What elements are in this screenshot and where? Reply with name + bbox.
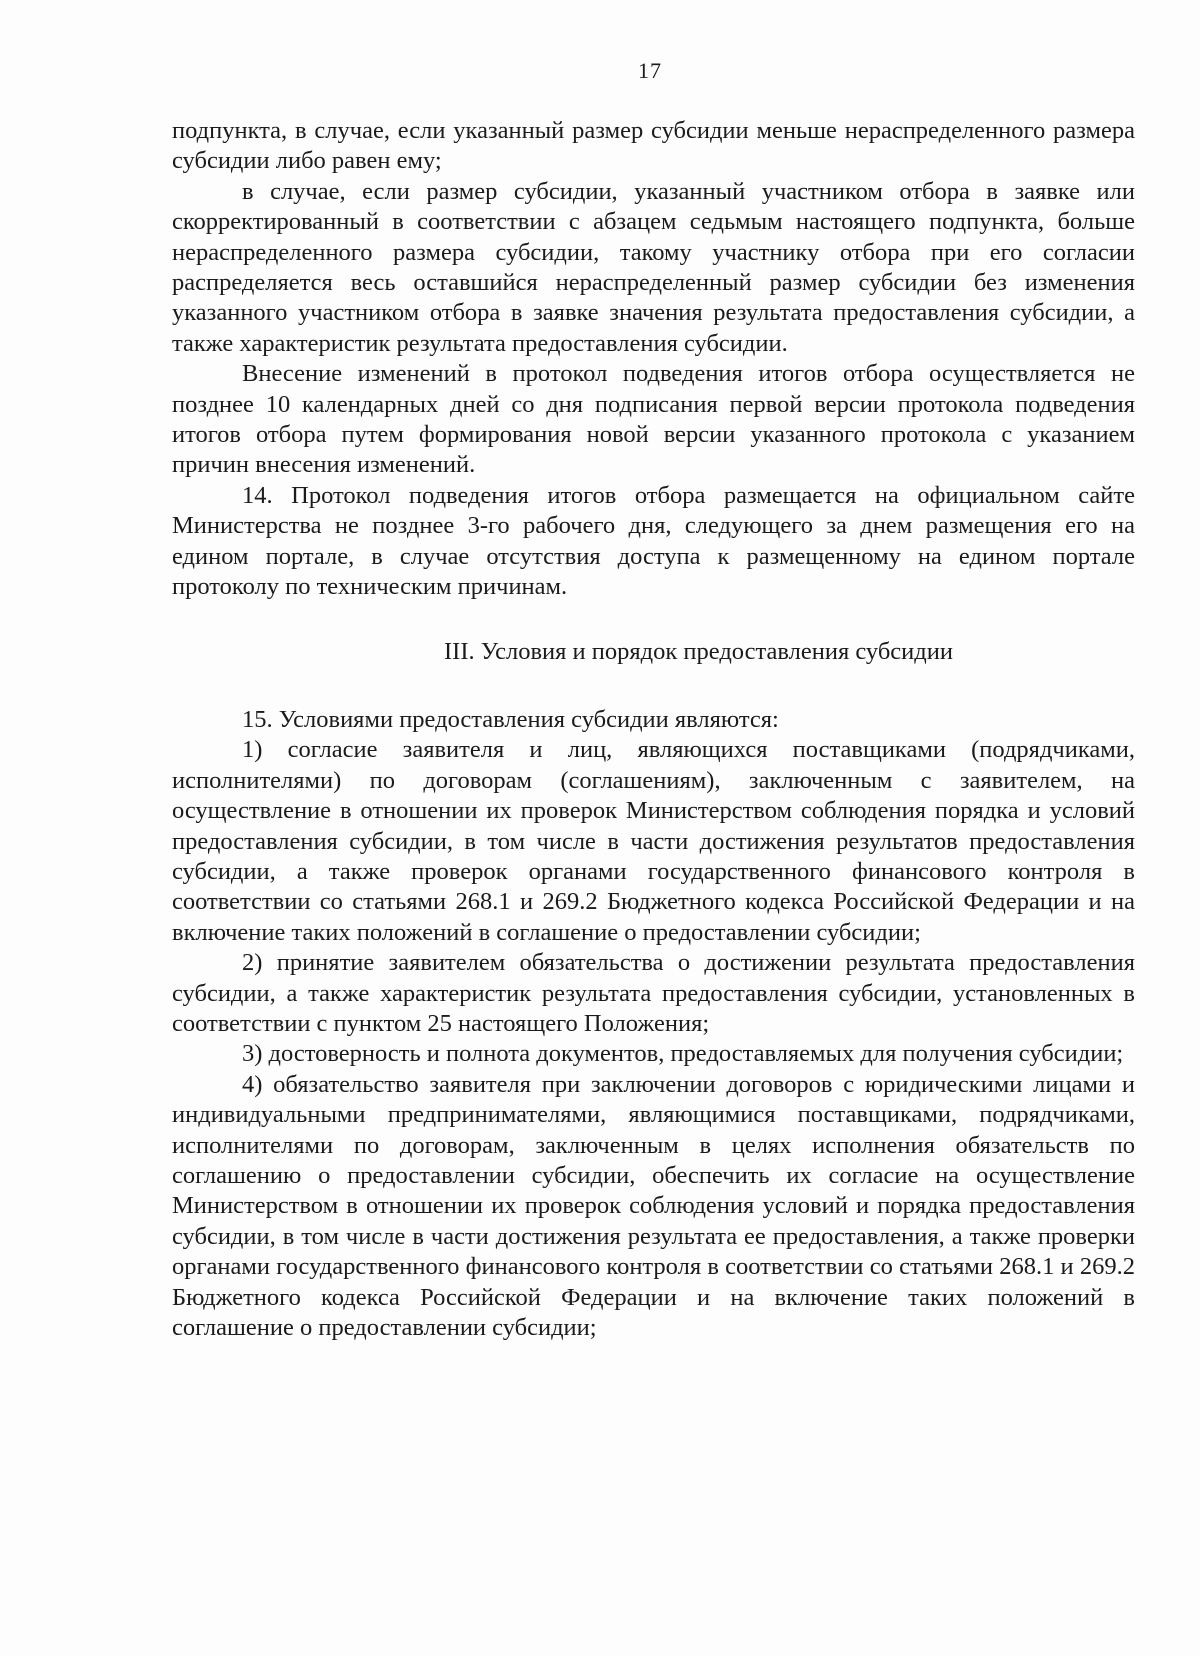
paragraph-protocol-changes: Внесение изменений в протокол подведения итогов отбора осуществляется не позднее 10 календарных дней со дня подписания первой версии протокола подведения итогов отбора путем формирования новой версии указанного протокола с указанием причин внесения изменений.: [172, 360, 1135, 479]
paragraph-item-14: 14. Протокол подведения итогов отбора размещается на официальном сайте Министерства не позднее 3-го рабочего дня, следующего за днем размещения его на едином портале, в случае отсутствия доступа к размещенному на едином портале протоколу по техническим причинам.: [172, 481, 1135, 601]
list-item-2: 2) принятие заявителем обязательства о достижении результата предоставления субсидии, а также характеристик результата предоставления субсидии, установленных в соответствии с пунктом 25 настоящего Положения;: [172, 949, 1135, 1037]
list-item-1: 1) согласие заявителя и лиц, являющихся поставщиками (подрядчиками, исполнителями) по договорам (соглашениям), заключенным с заявителем, на осуществление в отношении их проверок Министерством соблюдения порядка и условий предоставления субсидии, в том числе в части достижения результатов предоставления субсидии, а также проверок органами государственного финансового контроля в соответствии со статьями 268.1 и 269.2 Бюджетного кодекса Российской Федерации и на включение таких положений в соглашение о предоставлении субсидии;: [172, 736, 1135, 946]
paragraph-continuation: подпункта, в случае, если указанный размер субсидии меньше нераспределенного размера субсидии либо равен ему;: [172, 117, 1135, 175]
section-heading: III. Условия и порядок предоставления субсидии: [444, 637, 953, 665]
list-item-4: 4) обязательство заявителя при заключении договоров с юридическими лицами и индивидуальными предпринимателями, являющимися поставщиками, подрядчиками, исполнителями по договорам, заключенным в целях исполнения обязательств по соглашению о предоставлении субсидии, обеспечить их согласие на осуществление Министерством в отношении их проверок соблюдения условий и порядка предоставления субсидии, в том числе в части достижения результата ее предоставления, а также проверки органами государственного финансового контроля в соответствии со статьями 268.1 и 269.2 Бюджетного кодекса Российской Федерации и на включение таких положений в соглашение о предоставлении субсидии;: [172, 1070, 1135, 1342]
page-number: 17: [638, 58, 662, 83]
paragraph-item-15: 15. Условиями предоставления субсидии являются:: [242, 705, 779, 733]
paragraph-subsidy-exceeds: в случае, если размер субсидии, указанный участником отбора в заявке или скорректированный в соответствии с абзацем седьмым настоящего подпункта, больше нераспределенного размера субсидии, такому участнику отбора при его согласии распределяется весь оставшийся нераспределенный размер субсидии без изменения указанного участником отбора в заявке значения результата предоставления субсидии, а также характеристик результата предоставления субсидии.: [172, 177, 1135, 357]
list-item-3: 3) достоверность и полнота документов, предоставляемых для получения субсидии;: [242, 1040, 1124, 1068]
document-body: [172, 116, 1135, 1343]
